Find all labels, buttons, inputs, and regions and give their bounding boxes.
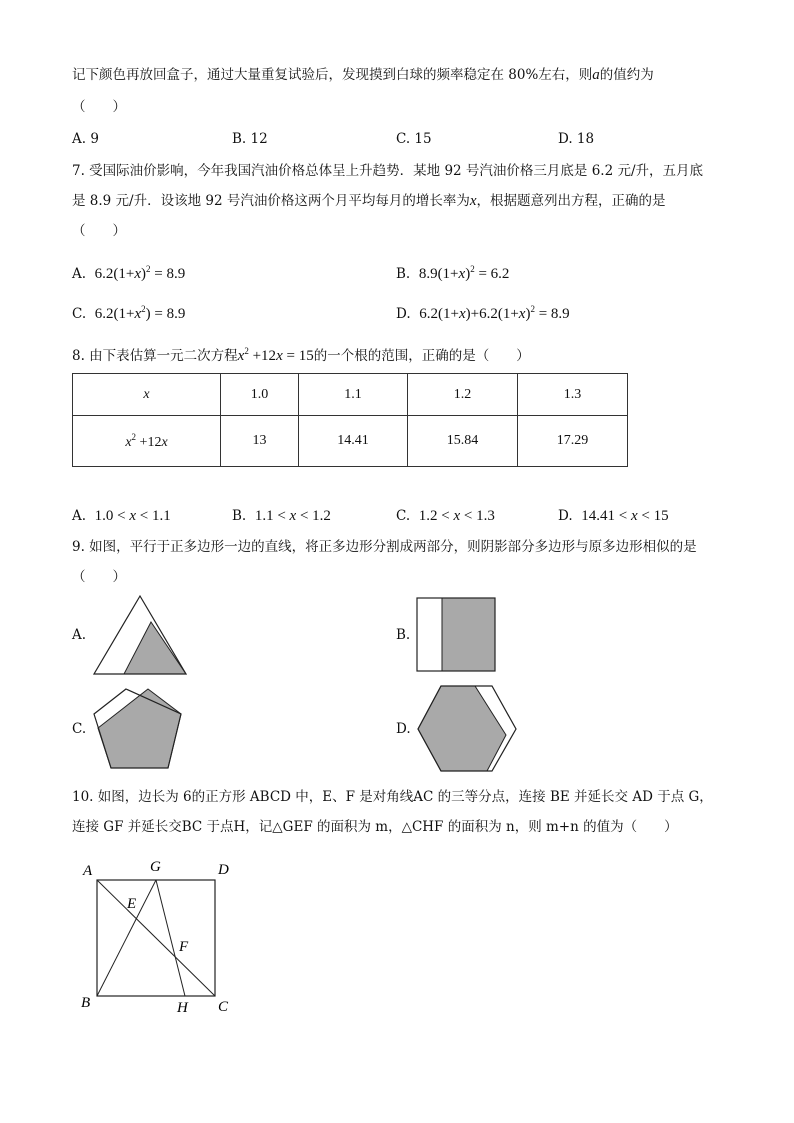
q6-answer-paren: （ ） [72,99,126,115]
segment-gh [156,880,185,996]
q8-option-c-formula: 1.2 < x < 1.3 [418,508,495,524]
table-cell-value: 15.84 [408,416,518,467]
q8-option-b [232,507,331,525]
q8-option-a-formula: 1.0 < x < 1.1 [94,508,171,524]
q7-option-c-label: C. [72,306,87,322]
q10-stem-line1: 10. 如图，边长为 6的正方形 ABCD 中，E、F 是对角线AC 的三等分点，连接 BE 并延长交 AD 于点 G， [72,789,713,805]
q9-stem: 9. 如图，平行于正多边形一边的直线，将正多边形分割成两部分，则阴影部分多边形与原多边形相似的是 [72,539,697,555]
square-shaded-part [442,598,495,671]
q7-answer-paren: （ ） [72,223,126,239]
q7-option-a-label: A. [72,266,87,282]
q7-option-d-label: D. [396,306,411,322]
point-label-a: A [83,863,93,879]
table-cell-value: 13 [221,416,299,467]
q9-triangle-figure [90,592,190,676]
q8-option-b-formula: 1.1 < x < 1.2 [254,508,331,524]
q6-stem-line1 [72,66,654,84]
table-header-expression: $x^2 +12x$ [73,416,221,467]
q9-option-b-label: B. [396,627,411,643]
q8-option-d-label: D. [558,508,573,524]
q6-stem-text-b: 的值约为 [599,67,654,83]
q8-option-d [558,507,669,525]
q9-option-d-label: D. [396,721,411,737]
table-row [73,416,628,467]
q7-stem-text-b: ，根据题意列出方程，正确的是 [476,193,666,209]
triangle-shaded-part [124,622,186,674]
q9-option-c-label: C. [72,721,87,737]
table-cell-x: 1.1 [299,374,408,416]
q7-stem-line2 [72,192,666,210]
q9-square-figure [415,596,499,674]
q8-value-table [72,373,628,467]
q9-answer-paren: （ ） [72,569,126,585]
table-cell-value: 17.29 [518,416,628,467]
q10-square-diagram [75,852,245,1022]
q8-option-a-label: A. [72,508,87,524]
q7-option-c [72,300,185,323]
q8-option-a [72,507,171,525]
q8-option-b-label: B. [232,508,247,524]
point-label-d: D [218,862,229,878]
q7-option-a-formula: $6.2(1+x)^2 = 8.9$ [94,264,186,282]
q8-stem-text-b: 的一个根的范围，正确的是（ ） [313,348,530,364]
q7-option-d [396,300,570,323]
q7-stem-line1: 7. 受国际油价影响，今年我国汽油价格总体呈上升趋势．某地 92 号汽油价格三月底是 6.2 元/升，五月底 [72,163,704,179]
point-label-b: B [81,995,91,1011]
q7-option-a [72,260,185,283]
diagonal-ac [97,880,215,996]
q9-hexagon-figure [414,683,520,775]
q10-stem-line2: 连接 GF 并延长交BC 于点H，记△GEF 的面积为 m，△CHF 的面积为 n，则 m+n 的值为（ ） [72,819,678,835]
point-label-f: F [179,939,189,955]
q7-var-x: x [469,193,477,209]
point-label-g: G [150,859,161,875]
point-label-c: C [218,999,229,1015]
q8-equation: $x^2 +12x = 15$ [237,346,314,364]
q7-stem-text-a: 是 8.9 元/升．设该地 92 号汽油价格这两个月平均每月的增长率为 [72,193,470,209]
q8-stem-text-a: 8. 由下表估算一元二次方程 [72,348,238,364]
q6-option-b: B. 12 [232,131,268,147]
q7-option-b [396,260,509,283]
q8-option-c-label: C. [396,508,411,524]
table-header-x: x [73,374,221,416]
q9-pentagon-figure [90,684,186,772]
q8-stem [72,342,530,365]
q6-option-a: A. 9 [72,131,99,147]
q8-option-c [396,507,495,525]
point-label-e: E [127,896,137,912]
q7-option-c-formula: $6.2(1+x^2) = 8.9$ [94,304,186,322]
table-row [73,374,628,416]
table-cell-x: 1.2 [408,374,518,416]
table-cell-value: 14.41 [299,416,408,467]
q8-option-d-formula: 14.41 < x < 15 [581,508,669,524]
q7-option-b-label: B. [396,266,411,282]
q7-option-d-formula: $6.2(1+x)+6.2(1+x)^2 = 8.9$ [419,304,570,322]
q9-option-a-label: A. [72,627,87,643]
table-cell-x: 1.0 [221,374,299,416]
q6-option-d: D. 18 [558,131,595,147]
table-cell-x: 1.3 [518,374,628,416]
q6-stem-text-a: 记下颜色再放回盒子，通过大量重复试验后，发现摸到白球的频率稳定在 80%左右，则 [72,67,593,83]
q6-var-a: a [592,67,600,83]
q6-option-c: C. 15 [396,131,432,147]
q7-option-b-formula: $8.9(1+x)^2 = 6.2$ [418,264,510,282]
hexagon-shaded-part [418,686,506,771]
point-label-h: H [177,1000,188,1016]
